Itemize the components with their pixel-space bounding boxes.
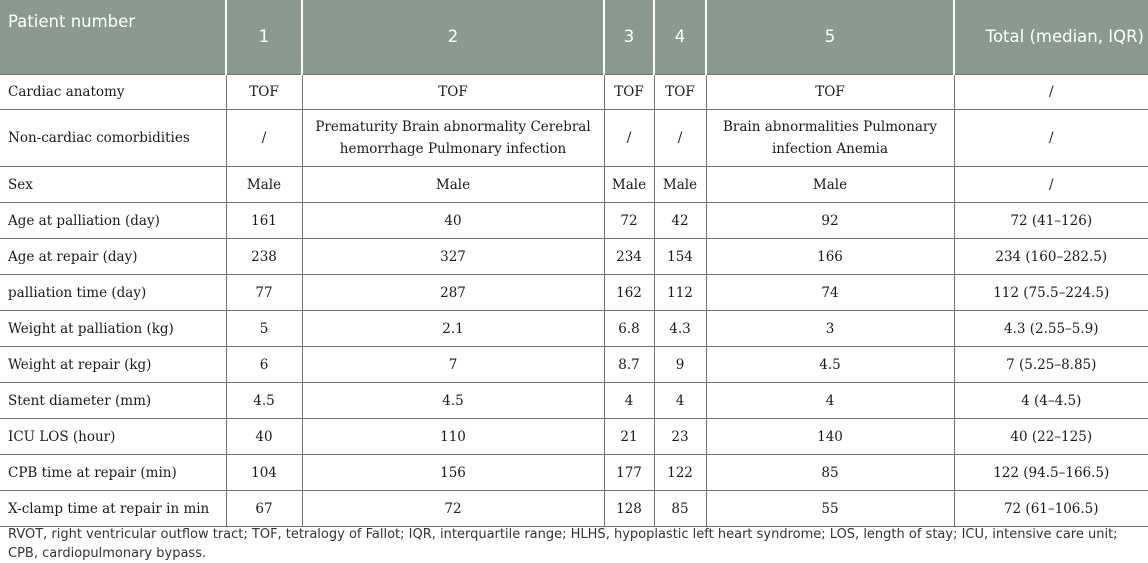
table-cell: 67	[226, 491, 302, 527]
table-cell: 238	[226, 239, 302, 275]
row-label-cell: X-clamp time at repair in min	[0, 491, 226, 527]
table-row	[0, 455, 1148, 491]
table-cell: 7 (5.25–8.85)	[954, 347, 1148, 383]
table-cell: 4	[604, 383, 654, 419]
table-cell: Male	[654, 167, 706, 203]
table-cell: TOF	[654, 75, 706, 110]
table-cell: 110	[302, 419, 604, 455]
table-cell: 4.5	[706, 347, 954, 383]
table-cell: 112	[654, 275, 706, 311]
table-cell: 4	[706, 383, 954, 419]
row-label-cell: ICU LOS (hour)	[0, 419, 226, 455]
table-cell: 4.3	[654, 311, 706, 347]
table-cell: 166	[706, 239, 954, 275]
table-row	[0, 75, 1148, 110]
header-cell: 4	[654, 0, 706, 75]
header-cell: 5	[706, 0, 954, 75]
table-row	[0, 419, 1148, 455]
table-cell: 128	[604, 491, 654, 527]
table-cell: 140	[706, 419, 954, 455]
table-cell: 72	[604, 203, 654, 239]
row-label-cell: Age at repair (day)	[0, 239, 226, 275]
table-cell: Male	[226, 167, 302, 203]
table-cell: TOF	[604, 75, 654, 110]
table-cell: 161	[226, 203, 302, 239]
row-label-cell: Non-cardiac comorbidities	[0, 110, 226, 167]
table-cell: /	[954, 167, 1148, 203]
table-cell: 162	[604, 275, 654, 311]
table-cell: /	[226, 110, 302, 167]
table-cell: 85	[654, 491, 706, 527]
table-row	[0, 110, 1148, 167]
table-header-row	[0, 0, 1148, 75]
table-cell: 4	[654, 383, 706, 419]
row-label-cell: Sex	[0, 167, 226, 203]
table-cell: /	[954, 75, 1148, 110]
table-cell: 4.5	[226, 383, 302, 419]
table-row	[0, 383, 1148, 419]
table-cell: TOF	[706, 75, 954, 110]
table-cell: Male	[302, 167, 604, 203]
table-footnote: RVOT, right ventricular outflow tract; TOF, tetralogy of Fallot; IQR, interquartile range; HLHS, hypoplastic left heart syndrome; LOS, length of stay; ICU, intensive care unit; CPB, cardiopulmonary bypass.	[8, 527, 1118, 561]
header-cell: 3	[604, 0, 654, 75]
row-label-cell: CPB time at repair (min)	[0, 455, 226, 491]
table-cell: TOF	[302, 75, 604, 110]
header-cell: Total (median, IQR)	[954, 0, 1148, 75]
table-row	[0, 347, 1148, 383]
table-cell: 156	[302, 455, 604, 491]
table-cell: 92	[706, 203, 954, 239]
table-cell: /	[954, 110, 1148, 167]
table-cell: 40	[302, 203, 604, 239]
table-row	[0, 167, 1148, 203]
row-label-cell: Weight at palliation (kg)	[0, 311, 226, 347]
table-cell: 3	[706, 311, 954, 347]
table-cell: 42	[654, 203, 706, 239]
table-cell: 6	[226, 347, 302, 383]
table-row	[0, 203, 1148, 239]
table-cell: 72 (61–106.5)	[954, 491, 1148, 527]
table-cell: 55	[706, 491, 954, 527]
header-cell: 2	[302, 0, 604, 75]
table-cell: Prematurity Brain abnormality Cerebral hemorrhage Pulmonary infection	[302, 110, 604, 167]
table-cell: 72	[302, 491, 604, 527]
table-cell: 327	[302, 239, 604, 275]
row-label-cell: Stent diameter (mm)	[0, 383, 226, 419]
table-cell: 4.5	[302, 383, 604, 419]
table-cell: 112 (75.5–224.5)	[954, 275, 1148, 311]
table-cell: 177	[604, 455, 654, 491]
header-cell: Patient number	[0, 0, 226, 75]
table-row	[0, 491, 1148, 527]
table-cell: 5	[226, 311, 302, 347]
table-cell: TOF	[226, 75, 302, 110]
table-cell: 4 (4–4.5)	[954, 383, 1148, 419]
row-label-cell: palliation time (day)	[0, 275, 226, 311]
table-cell: 77	[226, 275, 302, 311]
table-cell: 72 (41–126)	[954, 203, 1148, 239]
table-cell: /	[654, 110, 706, 167]
table-cell: 40 (22–125)	[954, 419, 1148, 455]
table-cell: 122	[654, 455, 706, 491]
row-label-cell: Cardiac anatomy	[0, 75, 226, 110]
table-cell: 122 (94.5–166.5)	[954, 455, 1148, 491]
table-cell: 154	[654, 239, 706, 275]
table-cell: 9	[654, 347, 706, 383]
table-cell: Brain abnormalities Pulmonary infection Anemia	[706, 110, 954, 167]
table-cell: Male	[706, 167, 954, 203]
table-cell: /	[604, 110, 654, 167]
table-cell: 234	[604, 239, 654, 275]
row-label-cell: Weight at repair (kg)	[0, 347, 226, 383]
table-cell: 104	[226, 455, 302, 491]
table-cell: 8.7	[604, 347, 654, 383]
table-cell: 74	[706, 275, 954, 311]
table-row	[0, 275, 1148, 311]
table-cell: 40	[226, 419, 302, 455]
table-row	[0, 239, 1148, 275]
table-cell: 85	[706, 455, 954, 491]
table-cell: 23	[654, 419, 706, 455]
row-label-cell: Age at palliation (day)	[0, 203, 226, 239]
table-cell: 21	[604, 419, 654, 455]
table-cell: 287	[302, 275, 604, 311]
table-cell: 234 (160–282.5)	[954, 239, 1148, 275]
table-cell: 2.1	[302, 311, 604, 347]
table-cell: 7	[302, 347, 604, 383]
table-cell: 4.3 (2.55–5.9)	[954, 311, 1148, 347]
table-cell: 6.8	[604, 311, 654, 347]
header-cell: 1	[226, 0, 302, 75]
table-row	[0, 311, 1148, 347]
table-cell: Male	[604, 167, 654, 203]
